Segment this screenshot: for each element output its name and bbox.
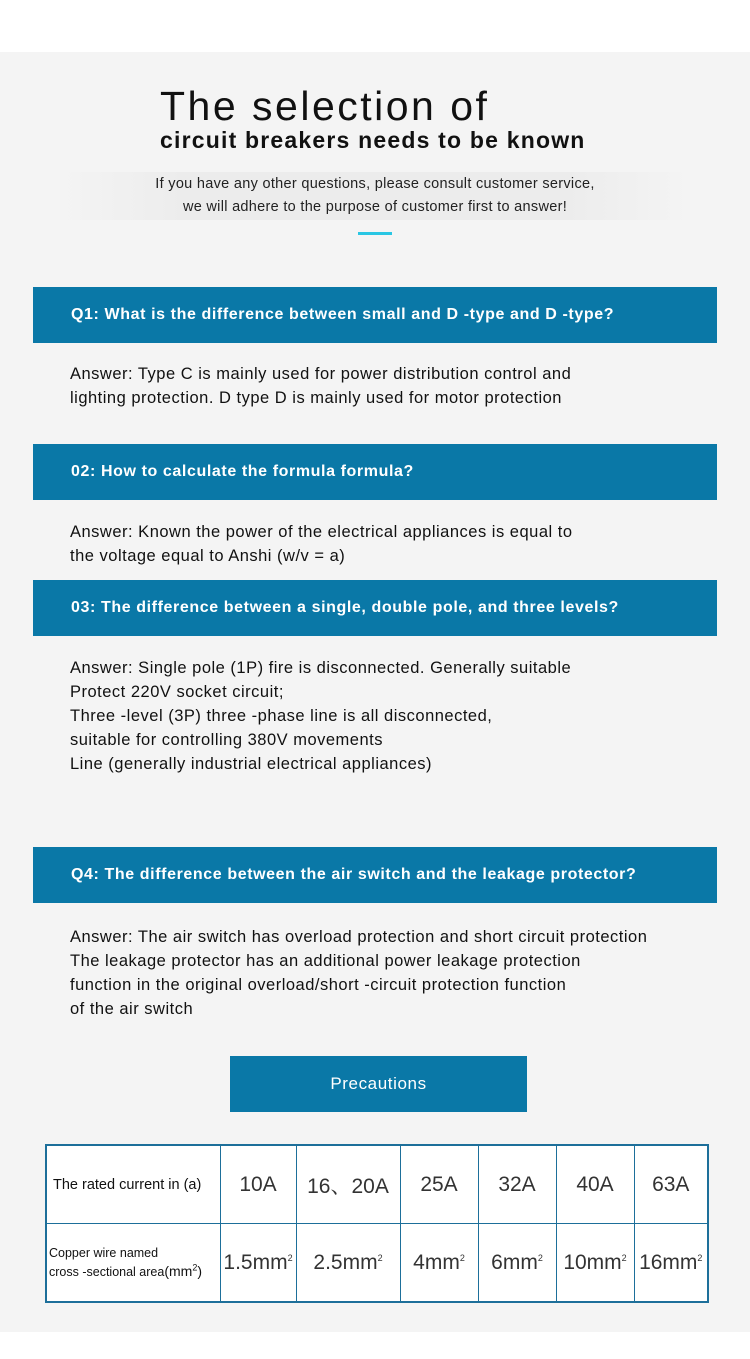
area-cell xyxy=(478,1224,556,1303)
answer-line: function in the original overload/short -circuit protection function xyxy=(70,976,567,994)
area-unit: mm xyxy=(586,1250,622,1274)
current-cell: 25A xyxy=(400,1145,478,1224)
unit-text: (mm xyxy=(164,1263,193,1279)
answer-line: lighting protection. D type D is mainly used for motor protection xyxy=(70,389,562,407)
row-header-line-1: Copper wire named xyxy=(49,1246,159,1260)
answer-line: Protect 220V socket circuit; xyxy=(70,683,284,701)
answer-line: Answer: The air switch has overload protection and short circuit protection xyxy=(70,928,648,946)
faq-question-3: 03: The difference between a single, double pole, and three levels? xyxy=(33,580,717,636)
answer-line: Answer: Known the power of the electrical appliances is equal to xyxy=(70,523,573,541)
area-value: 16 xyxy=(639,1250,663,1274)
current-cell: 32A xyxy=(478,1145,556,1224)
area-value: 10 xyxy=(563,1250,587,1274)
area-unit-sup: 2 xyxy=(459,1252,465,1263)
unit-sup: 2 xyxy=(192,1262,198,1273)
answer-line: the voltage equal to Anshi (w/v = a) xyxy=(70,547,346,565)
page-title: The selection of xyxy=(160,83,490,129)
accent-divider xyxy=(358,232,392,235)
faq-question-2: 02: How to calculate the formula formula? xyxy=(33,444,717,500)
area-cell xyxy=(400,1224,478,1303)
answer-line: Answer: Single pole (1P) fire is disconnected. Generally suitable xyxy=(70,659,572,677)
faq-answer-1 xyxy=(70,362,730,410)
area-unit-sup: 2 xyxy=(537,1252,543,1263)
row-header-wire-area xyxy=(46,1224,220,1303)
page-subtitle: circuit breakers needs to be known xyxy=(160,127,586,153)
area-unit-sup: 2 xyxy=(621,1252,627,1263)
current-cell: 10A xyxy=(220,1145,296,1224)
current-cell: 40A xyxy=(556,1145,634,1224)
area-unit: mm xyxy=(252,1250,288,1274)
intro-text-line-1: If you have any other questions, please consult customer service, xyxy=(155,176,595,192)
table-row-wire-area xyxy=(46,1224,708,1303)
area-value: 2.5 xyxy=(313,1250,343,1274)
row-header-rated-current: The rated current in (a) xyxy=(46,1145,220,1224)
answer-line: suitable for controlling 380V movements xyxy=(70,731,383,749)
wire-spec-table xyxy=(45,1144,709,1303)
area-cell xyxy=(220,1224,296,1303)
area-unit: mm xyxy=(662,1250,698,1274)
area-cell xyxy=(634,1224,708,1303)
area-value: 6 xyxy=(491,1250,503,1274)
current-cell: 16、20A xyxy=(296,1145,400,1224)
area-unit-sup: 2 xyxy=(377,1252,383,1263)
faq-answer-2 xyxy=(70,520,730,568)
area-cell xyxy=(556,1224,634,1303)
row-header-unit xyxy=(164,1263,202,1279)
area-unit-sup: 2 xyxy=(697,1252,703,1263)
answer-line: Three -level (3P) three -phase line is all disconnected, xyxy=(70,707,493,725)
answer-line: of the air switch xyxy=(70,1000,194,1018)
area-value: 1.5 xyxy=(223,1250,253,1274)
faq-answer-3 xyxy=(70,656,730,776)
answer-line: Answer: Type C is mainly used for power distribution control and xyxy=(70,365,572,383)
answer-line: Line (generally industrial electrical appliances) xyxy=(70,755,433,773)
area-unit: mm xyxy=(502,1250,538,1274)
faq-answer-4 xyxy=(70,925,730,1021)
area-unit-sup: 2 xyxy=(287,1252,293,1263)
answer-line: The leakage protector has an additional power leakage protection xyxy=(70,952,581,970)
area-cell xyxy=(296,1224,400,1303)
table-row-rated-current xyxy=(46,1145,708,1224)
faq-question-1: Q1: What is the difference between small and D -type and D -type? xyxy=(33,287,717,343)
area-value: 4 xyxy=(413,1250,425,1274)
intro-text-line-2: we will adhere to the purpose of customer first to answer! xyxy=(182,199,568,215)
unit-close: ) xyxy=(197,1263,203,1279)
current-cell: 63A xyxy=(634,1145,708,1224)
precautions-heading: Precautions xyxy=(230,1056,527,1112)
faq-question-4: Q4: The difference between the air switch and the leakage protector? xyxy=(33,847,717,903)
area-unit: mm xyxy=(424,1250,460,1274)
row-header-line-2: cross -sectional area xyxy=(49,1265,165,1279)
area-unit: mm xyxy=(342,1250,378,1274)
